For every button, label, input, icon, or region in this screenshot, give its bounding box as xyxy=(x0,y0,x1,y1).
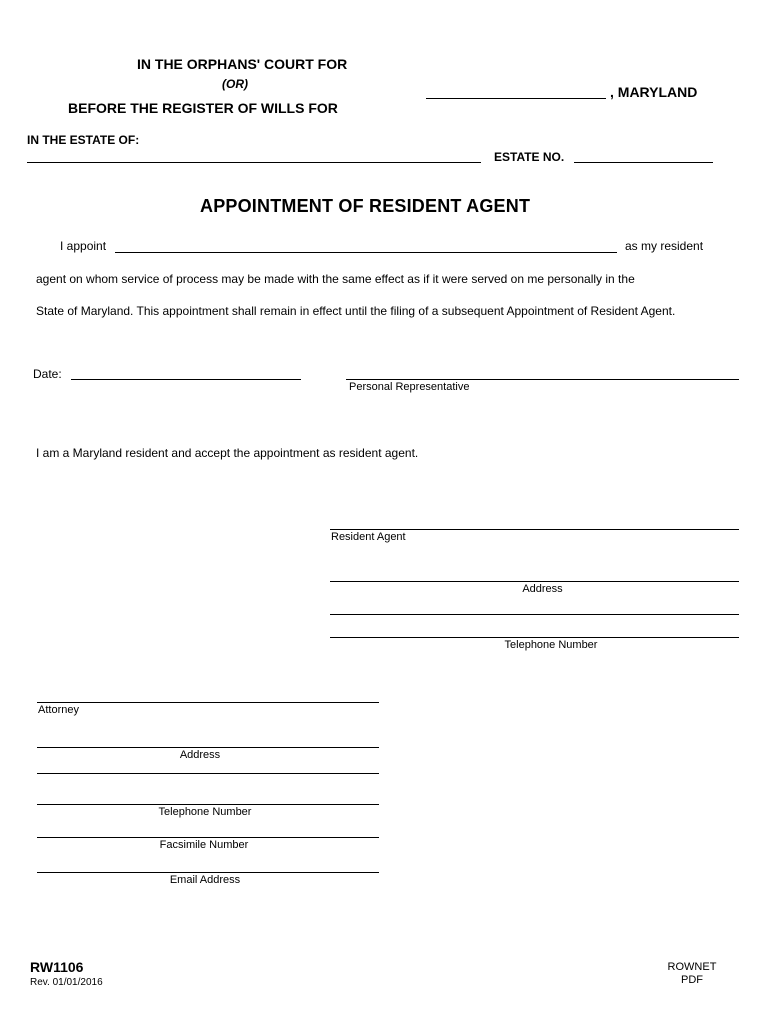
attorney-email-field[interactable] xyxy=(37,854,379,872)
agent-name-line xyxy=(115,252,617,253)
as-my-resident-label: as my resident xyxy=(625,239,704,253)
agent-address-label: Address xyxy=(522,583,563,595)
maryland-label: , MARYLAND xyxy=(610,84,698,100)
i-appoint-label: I appoint xyxy=(60,239,107,253)
estate-no-field[interactable] xyxy=(574,144,713,162)
agent-address-line-1 xyxy=(330,581,739,582)
resident-agent-signature-field[interactable] xyxy=(330,511,739,529)
attorney-email-label: Email Address xyxy=(169,874,241,886)
attorney-line xyxy=(37,702,379,703)
agent-telephone-line xyxy=(330,637,739,638)
rownet-label: ROWNET xyxy=(667,961,717,973)
attorney-email-line xyxy=(37,872,379,873)
county-field[interactable] xyxy=(426,80,606,98)
resident-agent-label: Resident Agent xyxy=(331,531,406,543)
form-number: RW1106 xyxy=(30,959,84,975)
accept-statement: I am a Maryland resident and accept the appointment as resident agent. xyxy=(36,446,419,460)
estate-no-label: ESTATE NO. xyxy=(494,150,565,164)
attorney-facsimile-label: Facsimile Number xyxy=(159,839,249,851)
estate-of-label: IN THE ESTATE OF: xyxy=(27,133,140,147)
attorney-telephone-line xyxy=(37,804,379,805)
attorney-telephone-field[interactable] xyxy=(37,786,379,804)
attorney-address-field-2[interactable] xyxy=(37,755,379,773)
pdf-label: PDF xyxy=(681,974,703,986)
estate-no-line xyxy=(574,162,713,163)
attorney-facsimile-line xyxy=(37,837,379,838)
body-line-3: State of Maryland. This appointment shall remain in effect until the filing of a subsequent Appointment of Resident Agent. xyxy=(36,304,676,318)
date-label: Date: xyxy=(33,367,62,381)
attorney-address-field-1[interactable] xyxy=(37,729,379,747)
agent-name-field[interactable] xyxy=(115,234,617,252)
attorney-telephone-label: Telephone Number xyxy=(158,806,252,818)
body-line-2: agent on whom service of process may be made with the same effect as if it were served on me personally in the xyxy=(36,272,635,286)
agent-telephone-field[interactable] xyxy=(330,619,739,637)
agent-address-field-1[interactable] xyxy=(330,563,739,581)
court-line: IN THE ORPHANS' COURT FOR xyxy=(137,56,348,72)
register-line: BEFORE THE REGISTER OF WILLS FOR xyxy=(68,100,338,116)
date-line xyxy=(71,379,301,380)
attorney-address-line-1 xyxy=(37,747,379,748)
attorney-label: Attorney xyxy=(38,704,79,716)
estate-name-field[interactable] xyxy=(27,144,481,162)
form-title: APPOINTMENT OF RESIDENT AGENT xyxy=(200,196,531,216)
or-line: (OR) xyxy=(222,77,248,91)
personal-rep-line xyxy=(346,379,739,380)
attorney-facsimile-field[interactable] xyxy=(37,819,379,837)
attorney-address-line-2 xyxy=(37,773,379,774)
county-line xyxy=(426,98,606,99)
agent-address-line-2 xyxy=(330,614,739,615)
agent-telephone-label: Telephone Number xyxy=(504,639,598,651)
date-field[interactable] xyxy=(71,361,301,379)
personal-rep-label: Personal Representative xyxy=(349,381,470,393)
attorney-field[interactable] xyxy=(37,684,379,702)
agent-address-field-2[interactable] xyxy=(330,596,739,614)
resident-agent-line xyxy=(330,529,739,530)
estate-name-line xyxy=(27,162,481,163)
personal-rep-signature-field[interactable] xyxy=(346,361,739,379)
revision-date: Rev. 01/01/2016 xyxy=(30,977,103,988)
attorney-address-label: Address xyxy=(179,749,221,761)
